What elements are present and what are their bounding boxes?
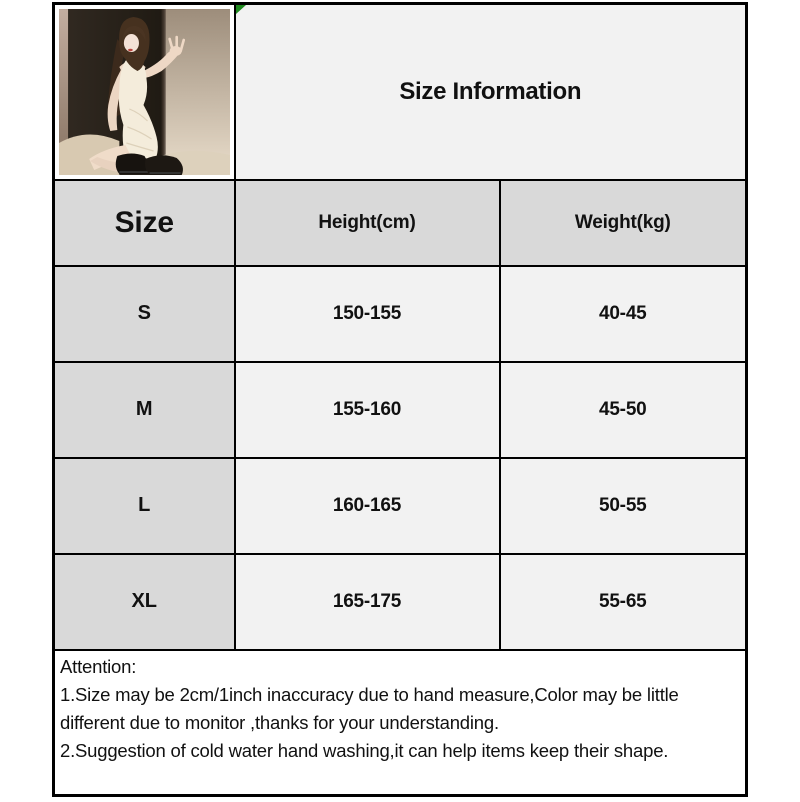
table-row-xl — [54, 554, 747, 650]
table-row-s — [54, 266, 747, 362]
size-chart-table — [52, 2, 748, 797]
size-information-title: Size Information — [399, 77, 582, 105]
height-value: 150-155 — [235, 266, 500, 362]
weight-value: 50-55 — [500, 458, 747, 554]
attention-line: 1.Size may be 2cm/1inch inaccuracy due to hand measure,Color may be little — [60, 683, 679, 705]
attention-title: Attention: — [60, 655, 137, 677]
size-label: M — [54, 362, 235, 458]
column-header-weight: Weight(kg) — [500, 180, 747, 266]
table-row-l — [54, 458, 747, 554]
size-information-banner — [235, 4, 747, 180]
attention-line: different due to monitor ,thanks for your understanding. — [60, 711, 499, 733]
column-header-size: Size — [54, 180, 235, 266]
table-row-m — [54, 362, 747, 458]
green-corner-icon — [236, 5, 246, 14]
product-photo-illustration — [59, 9, 230, 175]
weight-value: 40-45 — [500, 266, 747, 362]
height-value: 160-165 — [235, 458, 500, 554]
height-value: 165-175 — [235, 554, 500, 650]
attention-note — [54, 650, 747, 796]
height-value: 155-160 — [235, 362, 500, 458]
weight-value: 45-50 — [500, 362, 747, 458]
attention-line: 2.Suggestion of cold water hand washing,it can help items keep their shape. — [60, 739, 669, 761]
size-label: XL — [54, 554, 235, 650]
size-label: L — [54, 458, 235, 554]
weight-value: 55-65 — [500, 554, 747, 650]
column-header-height: Height(cm) — [235, 180, 500, 266]
size-label: S — [54, 266, 235, 362]
product-photo-cell — [54, 4, 235, 180]
